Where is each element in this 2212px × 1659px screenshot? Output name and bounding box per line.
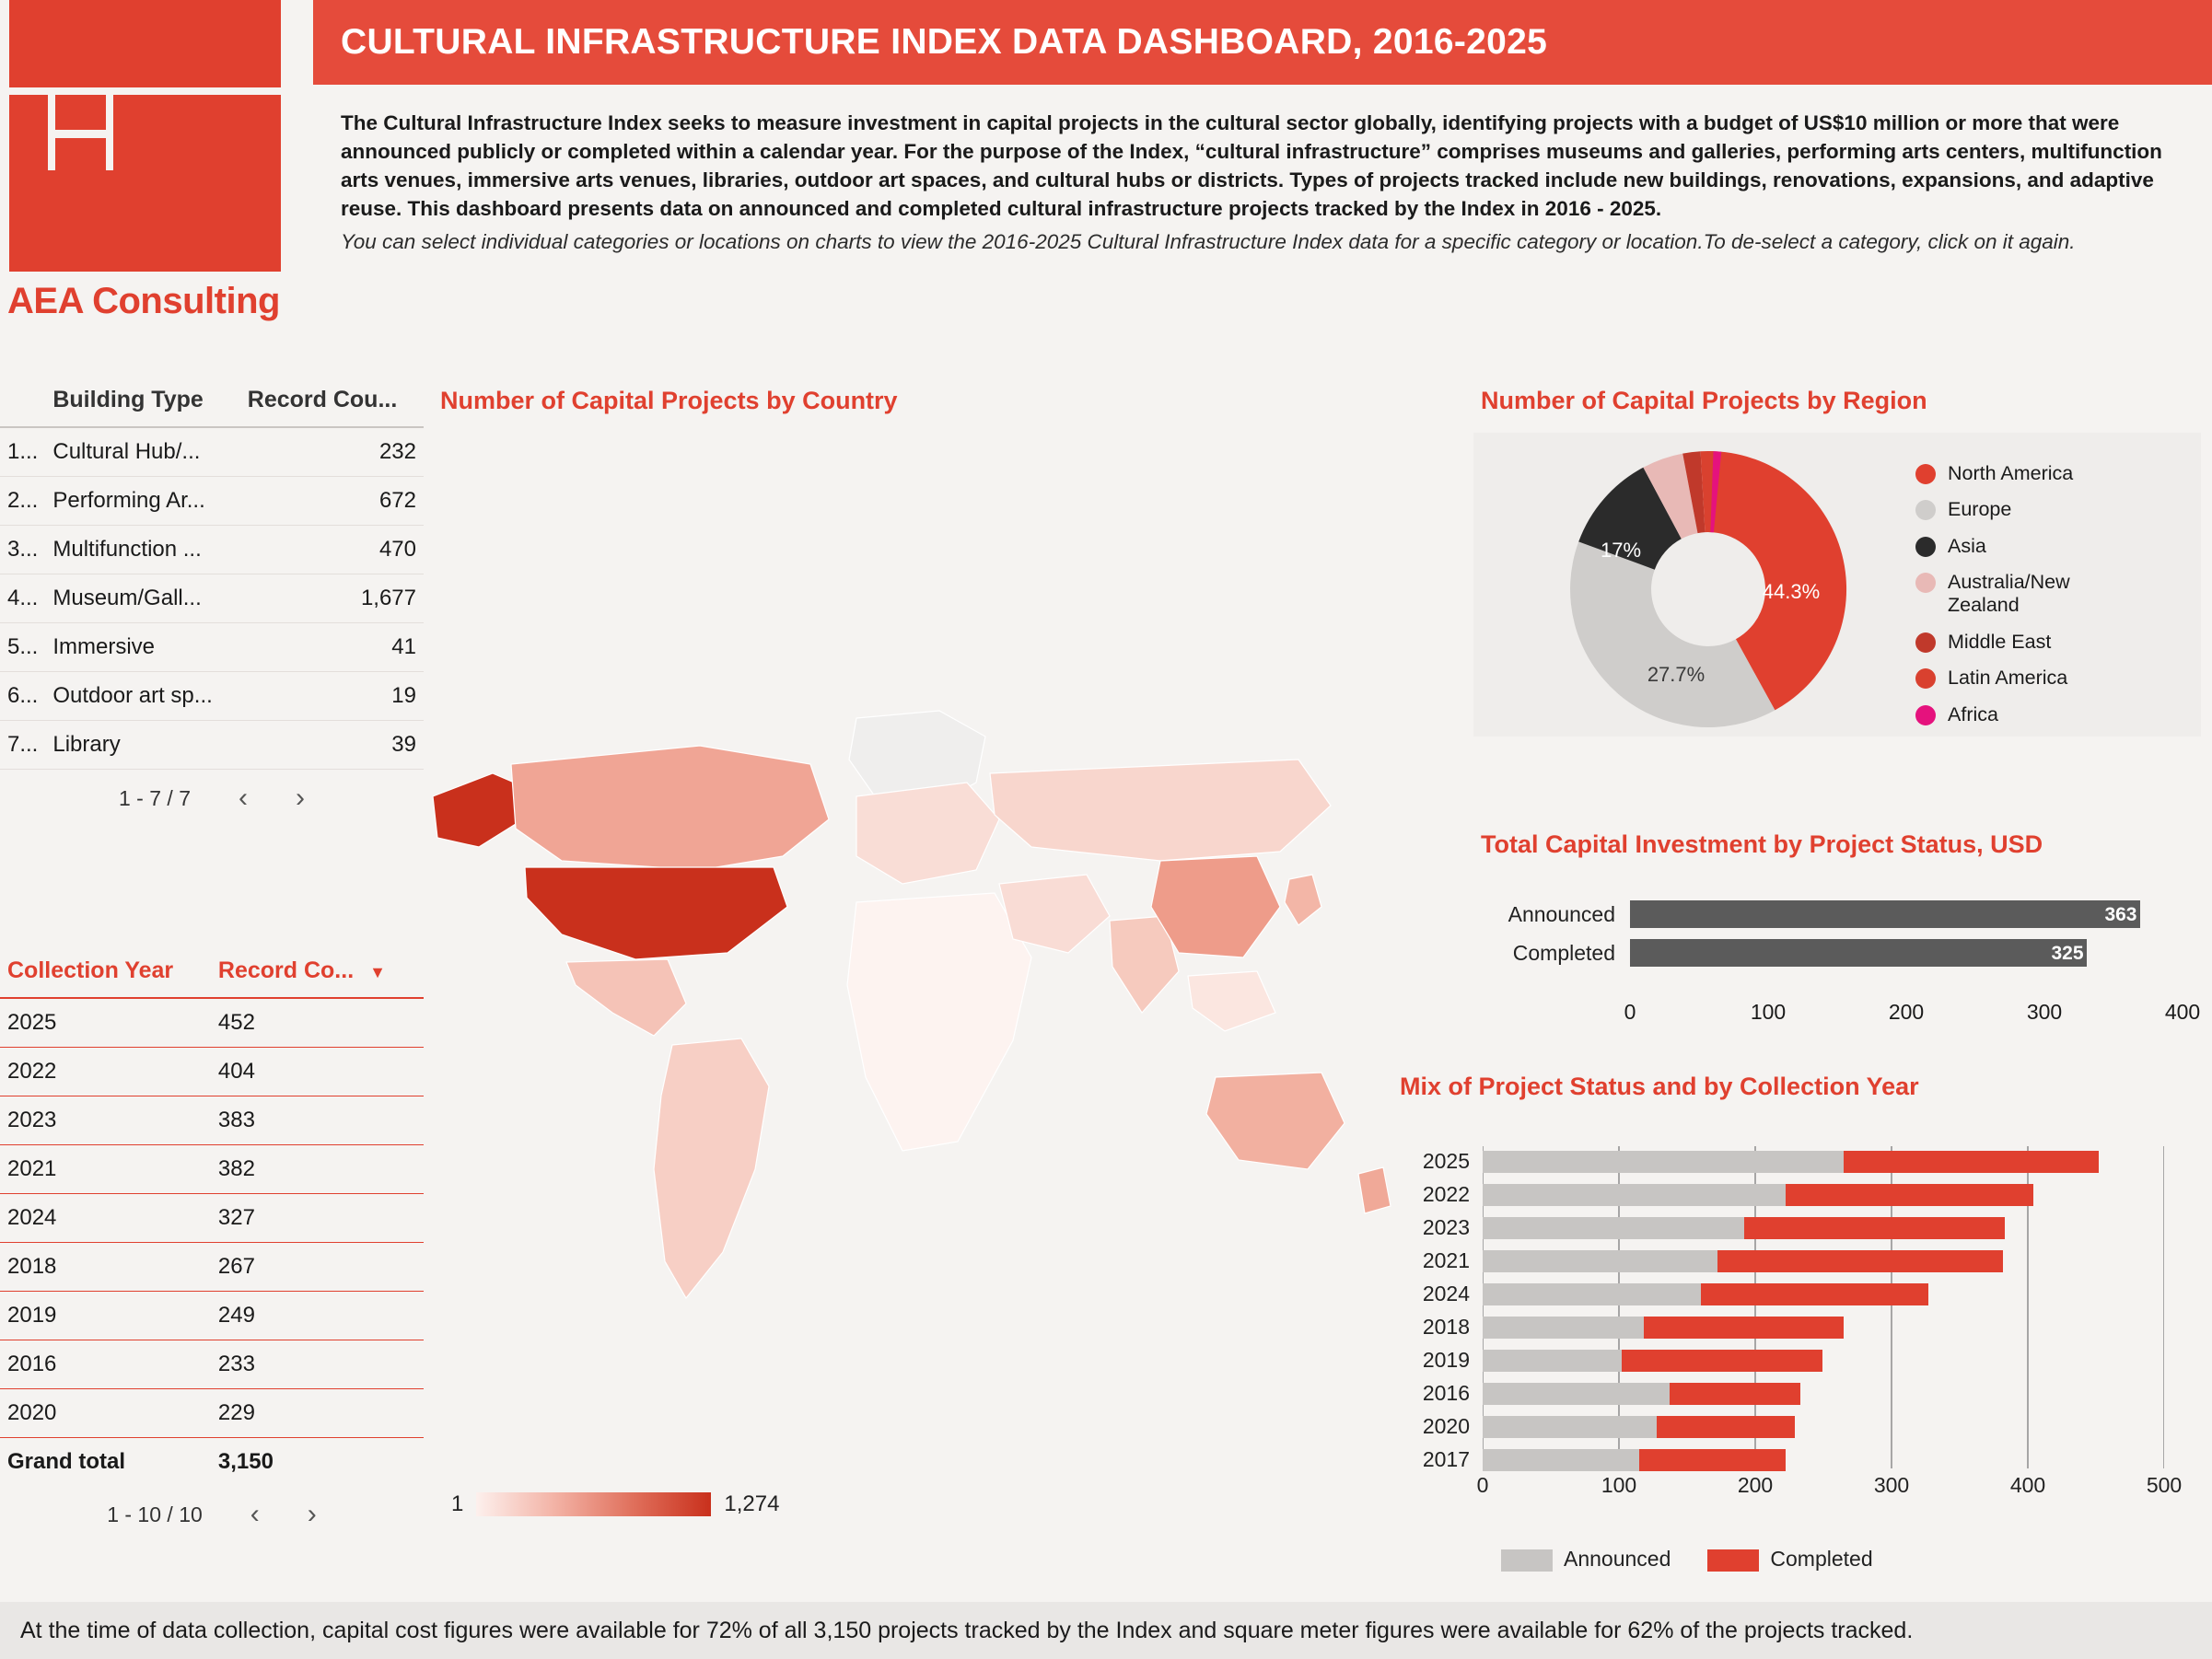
table-row[interactable] (0, 1194, 424, 1243)
mix-year-label: 2021 (1422, 1248, 1470, 1272)
legend-label: Asia (1948, 534, 1986, 557)
tick-400: 400 (2164, 1000, 2201, 1024)
cell-year: 2023 (0, 1096, 211, 1145)
mix-bar-announced[interactable] (1483, 1317, 1644, 1339)
pager-range: 1 - 7 / 7 (119, 785, 191, 810)
logo-shape-3 (55, 95, 106, 130)
mix-bar-announced[interactable] (1483, 1449, 1639, 1471)
cell-year: 2019 (0, 1292, 211, 1340)
mix-bar-completed[interactable] (1717, 1250, 2004, 1272)
cell-year: 2021 (0, 1145, 211, 1194)
legend-item-completed[interactable] (1707, 1547, 1872, 1572)
cell-building-type: Library (45, 721, 239, 770)
investment-track (1630, 900, 2192, 928)
mix-bar-announced[interactable] (1483, 1217, 1744, 1239)
tick-200: 200 (1737, 1473, 1774, 1497)
tick-500: 500 (2146, 1473, 2183, 1497)
cell-record-count: 470 (240, 526, 424, 574)
tick-200: 200 (1888, 1000, 1925, 1024)
brand-name: AEA Consulting (7, 281, 280, 321)
table-row[interactable] (0, 1096, 424, 1145)
investment-chart-title: Total Capital Investment by Project Status, USD (1481, 830, 2043, 858)
mix-bar-announced[interactable] (1483, 1250, 1717, 1272)
legend-dot-icon (1915, 573, 1936, 593)
cell-year: 2016 (0, 1340, 211, 1389)
mix-bar-completed[interactable] (1639, 1449, 1785, 1471)
cell-count: 249 (211, 1292, 424, 1340)
legend-dot-icon (1915, 464, 1936, 484)
country-europe (856, 783, 999, 884)
mix-bar-completed[interactable] (1701, 1283, 1928, 1305)
country-japan (1285, 875, 1321, 925)
tick-0: 0 (1476, 1473, 1489, 1497)
table-row[interactable] (0, 1145, 424, 1194)
col-record-count-label: Record Co... (217, 957, 355, 983)
country-africa (847, 893, 1031, 1151)
building-type-table[interactable] (0, 377, 424, 816)
mix-bar-completed[interactable] (1644, 1317, 1845, 1339)
year-table-pager (0, 1486, 424, 1532)
investment-bar[interactable] (1630, 900, 2140, 928)
cell-record-count: 232 (240, 427, 424, 477)
cell-building-type: Outdoor art sp... (45, 672, 239, 721)
mix-year-label: 2025 (1422, 1149, 1470, 1173)
country-mexico (566, 959, 686, 1036)
mix-row[interactable] (1400, 1246, 2164, 1276)
legend-item-announced[interactable] (1501, 1547, 1671, 1572)
cell-count: 229 (211, 1389, 424, 1438)
pager-range: 1 - 10 / 10 (107, 1502, 203, 1526)
cell-building-type: Museum/Gall... (45, 574, 239, 623)
mix-track (1483, 1250, 2164, 1272)
mix-bar-completed[interactable] (1844, 1151, 2099, 1173)
legend-dot-icon (1915, 668, 1936, 689)
table-row[interactable] (0, 1243, 424, 1292)
mix-row[interactable] (1400, 1411, 2164, 1442)
mix-track (1483, 1449, 2164, 1471)
tick-300: 300 (2026, 1000, 2063, 1024)
country-australia (1206, 1073, 1345, 1169)
cell-record-count: 39 (240, 721, 424, 770)
mix-row[interactable] (1400, 1378, 2164, 1409)
legend-item-latin-america[interactable] (1915, 667, 2141, 690)
mix-year-label: 2023 (1422, 1215, 1470, 1239)
table-row[interactable] (0, 623, 424, 672)
tick-100: 100 (1601, 1473, 1637, 1497)
mix-row[interactable] (1400, 1312, 2164, 1342)
country-new-zealand (1358, 1167, 1391, 1213)
legend-label: Australia/New Zealand (1948, 571, 2070, 617)
row-index: 7... (0, 721, 45, 770)
cell-year: 2020 (0, 1389, 211, 1438)
building-table-pager (0, 770, 424, 816)
world-choropleth-map[interactable] (424, 433, 1437, 1565)
mix-track (1483, 1350, 2164, 1372)
col-building-type[interactable]: Building Type (45, 377, 239, 427)
legend-max: 1,274 (724, 1491, 780, 1516)
col-collection-year[interactable]: Collection Year (0, 948, 211, 998)
map-svg[interactable] (424, 709, 1418, 1565)
donut-svg[interactable] (1529, 442, 1888, 737)
table-total-row (0, 1438, 424, 1487)
slice-label-north-america: 44.3% (1762, 580, 1821, 603)
tick-400: 400 (2009, 1473, 2046, 1497)
table-header-row (0, 377, 424, 427)
country-usa (525, 867, 787, 959)
legend-item-europe[interactable] (1915, 498, 2141, 521)
row-index: 6... (0, 672, 45, 721)
logo-shape-1 (9, 0, 281, 87)
table-row[interactable] (0, 1340, 424, 1389)
dashboard-header (313, 0, 2212, 85)
legend-dot-icon (1915, 537, 1936, 557)
table-row[interactable] (0, 1292, 424, 1340)
table-row[interactable] (0, 526, 424, 574)
investment-label: Announced (1508, 901, 1615, 926)
intro-block (341, 109, 2192, 257)
legend-item-africa[interactable] (1915, 703, 2141, 726)
legend-dot-icon (1915, 632, 1936, 653)
legend-label: Europe (1948, 498, 2012, 521)
mix-bar-announced[interactable] (1483, 1350, 1622, 1372)
mix-track (1483, 1151, 2164, 1173)
mix-track (1483, 1416, 2164, 1438)
mix-year-label: 2018 (1422, 1315, 1470, 1339)
row-index: 5... (0, 623, 45, 672)
cell-record-count: 672 (240, 477, 424, 526)
table-row[interactable] (0, 1389, 424, 1438)
sort-descending-icon[interactable]: ▼ (369, 963, 386, 981)
mix-year-label: 2019 (1422, 1348, 1470, 1372)
footer-note: At the time of data collection, capital cost figures were available for 72% of all 3,150 projects tracked by the Index and square meter figures were available for 62% of the projects tracked. (20, 1617, 1914, 1643)
logo-shape-6 (9, 170, 281, 272)
mix-year-label: 2016 (1422, 1381, 1470, 1405)
cell-count: 383 (211, 1096, 424, 1145)
legend-label: Africa (1948, 702, 1998, 725)
mix-bar-announced[interactable] (1483, 1383, 1670, 1405)
mix-row[interactable] (1400, 1345, 2164, 1375)
mix-bar-announced[interactable] (1483, 1283, 1701, 1305)
table-row[interactable] (0, 427, 424, 477)
donut-chart-title: Number of Capital Projects by Region (1481, 387, 1927, 414)
mix-bar-announced[interactable] (1483, 1416, 1657, 1438)
legend-item-north-america[interactable] (1915, 462, 2141, 485)
legend-item-middle-east[interactable] (1915, 631, 2141, 654)
cell-building-type: Immersive (45, 623, 239, 672)
country-canada (511, 746, 829, 870)
cell-count: 233 (211, 1340, 424, 1389)
total-value: 3,150 (217, 1449, 274, 1474)
mix-track (1483, 1383, 2164, 1405)
intro-paragraph: The Cultural Infrastructure Index seeks to measure investment in capital projects in the cultural sector globally, identifying projects with a budget of US$10 million or more that were announced publicly or completed within a calendar year. For the purpose of the Index, “cultural infrastructure” comprises museums and galleries, performing arts centers, multifunction arts venues, immersive arts venues, libraries, outdoor art spaces, and cultural hubs or districts. Types of projects tracked include new buildings, renovations, expansions, and adaptive reuse. This dashboard presents data on announced and completed cultural infrastructure projects tracked by the Index in 2016 - 2025. (341, 111, 2162, 221)
col-record-count[interactable]: Record Cou... (240, 377, 424, 427)
mix-x-axis (1476, 1473, 2183, 1510)
legend-swatch-icon (1501, 1549, 1553, 1572)
cell-year: 2022 (0, 1048, 211, 1096)
table-row[interactable] (0, 1048, 424, 1096)
intro-instructions: You can select individual categories or locations on charts to view the 2016-2025 Cultural Infrastructure Index data for a specific category or location.To de-select a category, click on it again. (341, 230, 2076, 254)
tick-100: 100 (1750, 1000, 1787, 1024)
prev-page-icon[interactable]: ‹ (250, 1499, 260, 1529)
mix-year-label: 2017 (1422, 1447, 1470, 1471)
investment-bar[interactable] (1630, 939, 2087, 967)
mix-year-label: 2022 (1422, 1182, 1470, 1206)
investment-value: 325 (2051, 943, 2084, 964)
map-color-legend (451, 1491, 779, 1517)
investment-row-completed[interactable] (1455, 936, 2192, 969)
investment-x-axis (1624, 994, 2201, 1026)
investment-tick-row (1624, 994, 2201, 1026)
table-row[interactable] (0, 477, 424, 526)
country-russia (990, 760, 1331, 861)
mix-year-label: 2024 (1422, 1282, 1470, 1305)
investment-label: Completed (1512, 940, 1615, 965)
legend-min: 1 (451, 1491, 464, 1516)
mix-year-label: 2020 (1422, 1414, 1470, 1438)
row-index: 4... (0, 574, 45, 623)
country-southeast-asia (1188, 971, 1275, 1031)
tick-300: 300 (1873, 1473, 1910, 1497)
table-row[interactable] (0, 721, 424, 770)
map-chart-title: Number of Capital Projects by Country (440, 387, 898, 414)
cell-building-type: Cultural Hub/... (45, 427, 239, 477)
col-index (0, 377, 45, 427)
cell-year: 2025 (0, 998, 211, 1048)
mix-status-year-chart[interactable] (1400, 1146, 2164, 1496)
table-row[interactable] (0, 998, 424, 1048)
cell-record-count: 41 (240, 623, 424, 672)
cell-count: 267 (211, 1243, 424, 1292)
mix-bar-announced[interactable] (1483, 1184, 1786, 1206)
slice-label-europe: 27.7% (1647, 663, 1706, 686)
tick-0: 0 (1624, 1000, 1636, 1024)
cell-building-type: Performing Ar... (45, 477, 239, 526)
mix-bar-completed[interactable] (1622, 1350, 1822, 1372)
region-donut-panel[interactable] (1473, 433, 2201, 737)
next-page-icon[interactable]: › (295, 783, 305, 813)
legend-dot-icon (1915, 500, 1936, 520)
slice-label-asia: 17% (1600, 539, 1642, 562)
page-title: CULTURAL INFRASTRUCTURE INDEX DATA DASHBOARD, 2016-2025 (341, 22, 1548, 62)
table-row[interactable] (0, 574, 424, 623)
legend-label: Middle East (1948, 630, 2052, 653)
mix-row[interactable] (1400, 1146, 2164, 1177)
cell-record-count: 19 (240, 672, 424, 721)
brand-logo-panel (0, 0, 293, 359)
row-index: 3... (0, 526, 45, 574)
mix-chart-title: Mix of Project Status and by Collection Year (1400, 1073, 1919, 1100)
cell-count: 382 (211, 1145, 424, 1194)
logo-shape-5 (113, 95, 281, 178)
prev-page-icon[interactable]: ‹ (238, 783, 248, 813)
legend-gradient-bar (476, 1492, 711, 1516)
cell-count: 404 (211, 1048, 424, 1096)
collection-year-table[interactable] (0, 948, 424, 1532)
cell-year: 2018 (0, 1243, 211, 1292)
mix-bar-completed[interactable] (1670, 1383, 1800, 1405)
region-legend[interactable] (1915, 462, 2141, 739)
investment-row-announced[interactable] (1455, 898, 2192, 931)
country-alaska (433, 773, 525, 847)
mix-row[interactable] (1400, 1212, 2164, 1243)
mix-track (1483, 1217, 2164, 1239)
mix-bar-announced[interactable] (1483, 1151, 1844, 1173)
cell-record-count: 1,677 (240, 574, 424, 623)
legend-label: Completed (1770, 1547, 1873, 1571)
legend-label: Announced (1564, 1547, 1671, 1571)
country-south-america (654, 1038, 769, 1298)
table-header-row (0, 948, 424, 998)
cell-building-type: Multifunction ... (45, 526, 239, 574)
investment-value: 363 (2104, 904, 2137, 925)
mix-chart-legend[interactable] (1501, 1547, 1873, 1572)
next-page-icon[interactable]: › (307, 1499, 317, 1529)
total-label: Grand total (7, 1449, 126, 1474)
table-row[interactable] (0, 672, 424, 721)
mix-row[interactable] (1400, 1179, 2164, 1210)
legend-swatch-icon (1707, 1549, 1759, 1572)
cell-count: 327 (211, 1194, 424, 1243)
mix-track (1483, 1184, 2164, 1206)
mix-bar-completed[interactable] (1744, 1217, 2005, 1239)
mix-bar-completed[interactable] (1786, 1184, 2033, 1206)
cell-year: 2024 (0, 1194, 211, 1243)
legend-dot-icon (1915, 705, 1936, 725)
row-index: 1... (0, 427, 45, 477)
mix-row[interactable] (1400, 1279, 2164, 1309)
mix-track (1483, 1283, 2164, 1305)
col-record-count[interactable] (211, 948, 424, 998)
logo-shape-2 (9, 95, 48, 178)
legend-item-australia-new-zealand[interactable] (1915, 571, 2141, 618)
legend-label: Latin America (1948, 667, 2068, 690)
mix-row[interactable] (1400, 1444, 2164, 1475)
legend-label: North America (1948, 462, 2074, 484)
footer-note-bar (0, 1602, 2212, 1659)
mix-track (1483, 1317, 2164, 1339)
mix-bar-completed[interactable] (1657, 1416, 1794, 1438)
cell-count: 452 (211, 998, 424, 1048)
row-index: 2... (0, 477, 45, 526)
investment-track (1630, 939, 2192, 967)
legend-item-asia[interactable] (1915, 535, 2141, 558)
